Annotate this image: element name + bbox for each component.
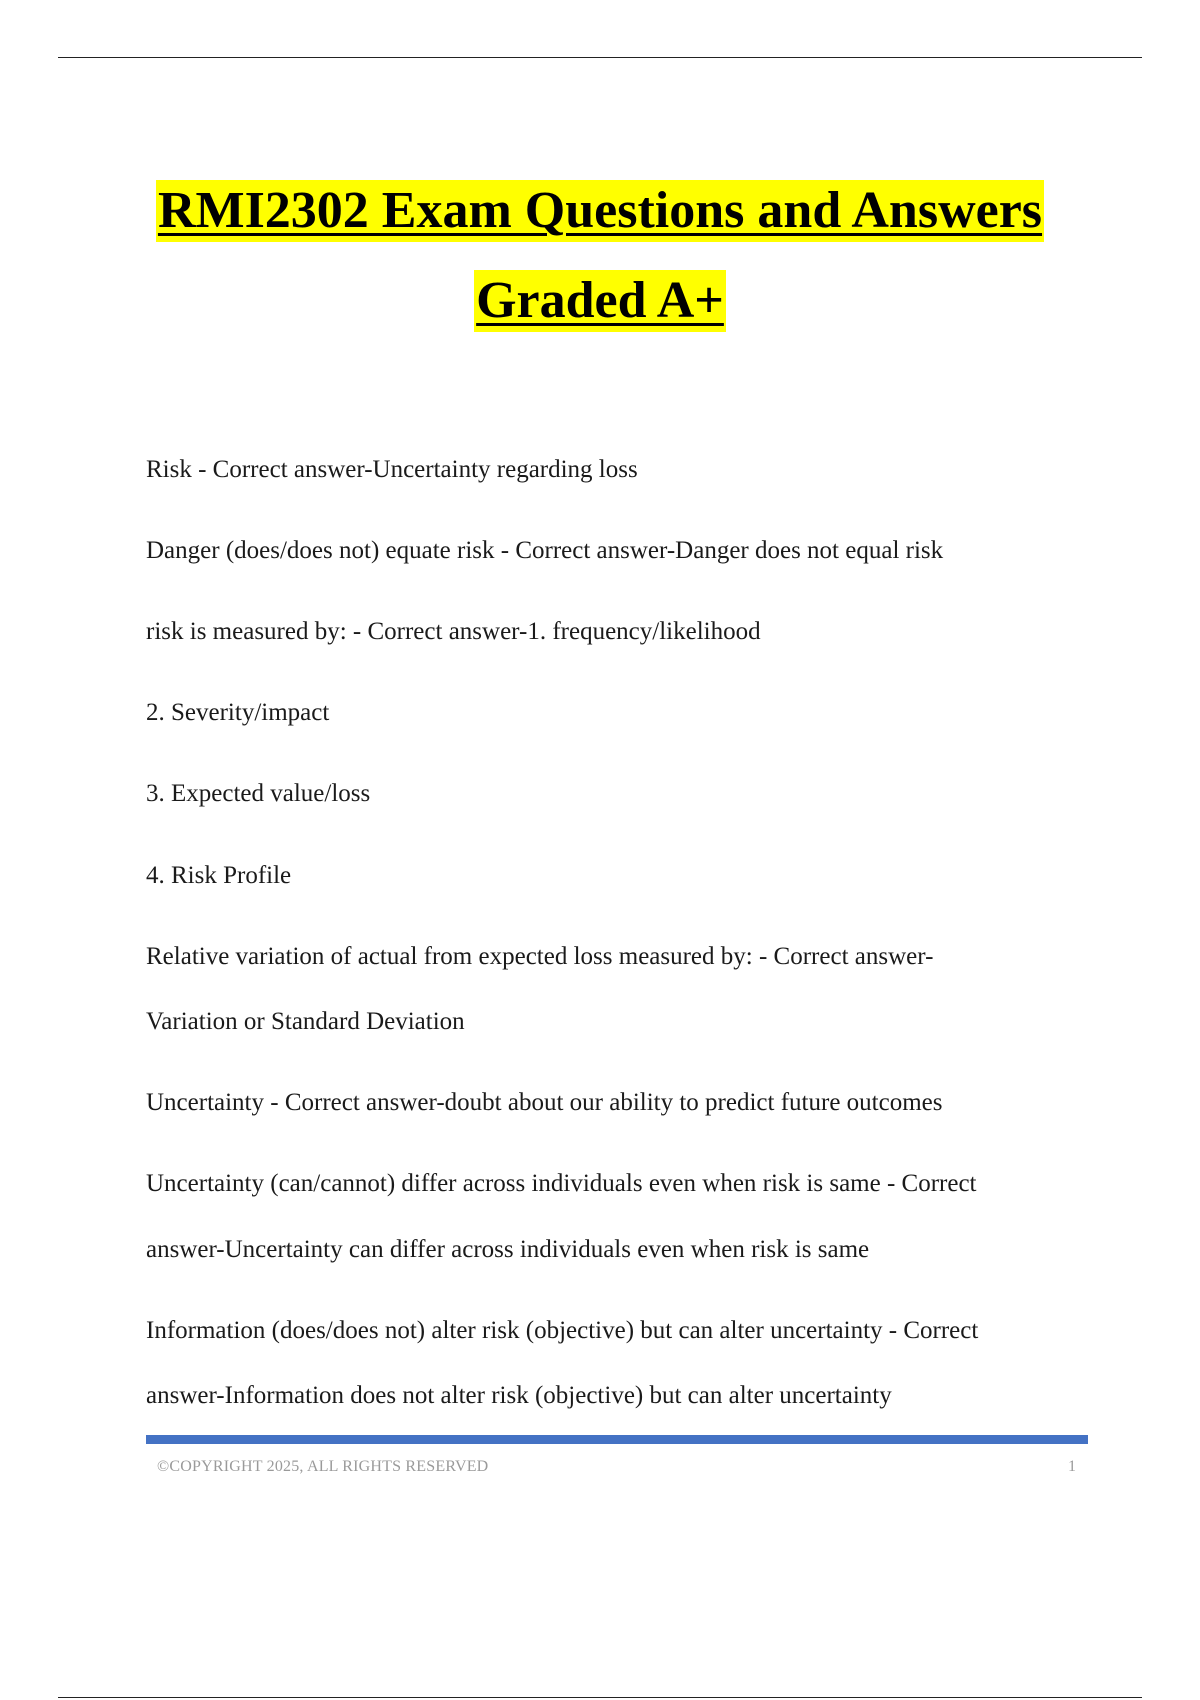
qa-line: 2. Severity/impact — [146, 699, 330, 726]
qa-line: Relative variation of actual from expected loss measured by: - Correct answer- — [146, 943, 934, 970]
qa-line: Uncertainty (can/cannot) differ across individuals even when risk is same - Correct — [146, 1170, 977, 1197]
qa-line: Danger (does/does not) equate risk - Correct answer-Danger does not equal risk — [146, 537, 944, 564]
top-rule — [58, 57, 1142, 58]
qa-line: answer-Uncertainty can differ across individuals even when risk is same — [146, 1236, 870, 1263]
page-number: 1 — [1068, 1458, 1076, 1475]
qa-line: 3. Expected value/loss — [146, 780, 371, 807]
qa-line: Risk - Correct answer-Uncertainty regarding loss — [146, 456, 638, 483]
title-line-1: RMI2302 Exam Questions and Answers — [156, 180, 1044, 242]
document-title — [0, 180, 1200, 332]
title-line-2: Graded A+ — [474, 270, 726, 332]
qa-line: answer-Information does not alter risk (objective) but can alter uncertainty — [146, 1382, 892, 1409]
footer-copyright: ©COPYRIGHT 2025, ALL RIGHTS RESERVED — [157, 1458, 489, 1475]
qa-line: risk is measured by: - Correct answer-1. frequency/likelihood — [146, 618, 761, 645]
footer-bar — [146, 1435, 1088, 1444]
qa-line: Uncertainty - Correct answer-doubt about our ability to predict future outcomes — [146, 1089, 943, 1116]
bottom-rule — [58, 1697, 1142, 1698]
qa-line: Information (does/does not) alter risk (objective) but can alter uncertainty - Correct — [146, 1317, 979, 1344]
qa-line: Variation or Standard Deviation — [146, 1008, 465, 1035]
qa-line: 4. Risk Profile — [146, 862, 292, 889]
